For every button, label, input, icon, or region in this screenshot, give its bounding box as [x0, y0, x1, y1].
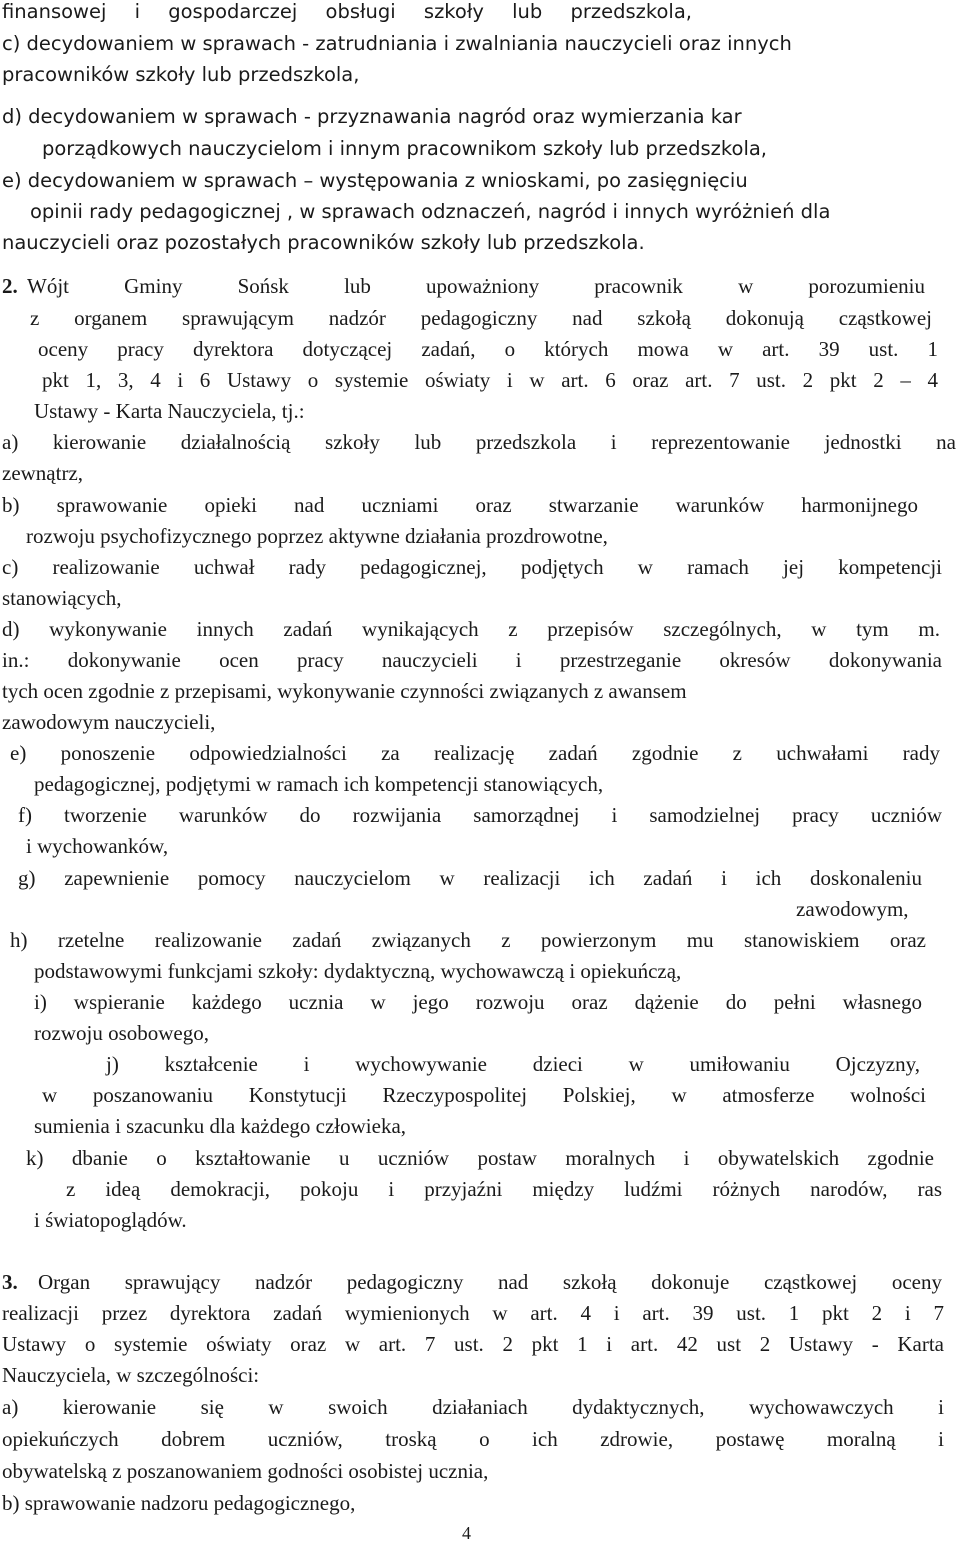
text-line: Wójt Gminy Sońsk lub upoważniony pracownik w porozumieniu [27, 274, 925, 298]
text-line: nauczycieli oraz pozostałych pracowników szkoły lub przedszkola. [2, 231, 645, 254]
page-number: 4 [462, 1523, 471, 1543]
text-line: opiekuńczych dobrem uczniów, troską o ich zdrowie, postawę moralną i [2, 1427, 944, 1451]
text-line: realizacji przez dyrektora zadań wymienionych w art. 4 i art. 39 ust. 1 pkt 2 i 7 [2, 1301, 944, 1325]
text-line: g) zapewnienie pomocy nauczycielom w realizacji ich zadań i ich doskonaleniu [18, 866, 922, 890]
text-line: d) decydowaniem w sprawach - przyznawania nagród oraz wymierzania kar [2, 105, 742, 128]
text-line: zewnątrz, [2, 461, 84, 485]
text-line: opinii rady pedagogicznej , w sprawach odznaczeń, nagród i innych wyróżnień dla [30, 200, 831, 223]
text-line: f) tworzenie warunków do rozwijania samorządnej i samodzielnej pracy uczniów [18, 803, 942, 827]
text-line: Organ sprawujący nadzór pedagogiczny nad szkołą dokonuje cząstkowej oceny [38, 1270, 942, 1294]
text-line: zawodowym nauczycieli, [2, 710, 216, 734]
text-line: in.: dokonywanie ocen pracy nauczycieli i przestrzeganie okresów dokonywania [2, 648, 942, 672]
text-line: pedagogicznej, podjętymi w ramach ich kompetencji stanowiących, [34, 772, 604, 796]
section-number: 2. [2, 274, 18, 298]
section-number: 3. [2, 1270, 18, 1294]
text-line: stanowiących, [2, 586, 122, 610]
text-line: podstawowymi funkcjami szkoły: dydaktyczną, wychowawczą i opiekuńczą, [34, 959, 682, 983]
text-line: h) rzetelne realizowanie zadań związanych z powierzonym mu stanowiskiem oraz [10, 928, 926, 952]
text-line: rozwoju psychofizycznego poprzez aktywne działania prozdrowotne, [26, 524, 608, 548]
text-line: i wychowanków, [26, 834, 169, 858]
text-line: pkt 1, 3, 4 i 6 Ustawy o systemie oświaty i w art. 6 oraz art. 7 ust. 2 pkt 2 – 4 [42, 368, 938, 392]
text-line: w poszanowaniu Konstytucji Rzeczypospolitej Polskiej, w atmosferze wolności [42, 1083, 926, 1107]
text-line: obywatelską z poszanowaniem godności osobistej ucznia, [2, 1459, 489, 1483]
text-line: e) ponoszenie odpowiedzialności za realizację zadań zgodnie z uchwałami rady [10, 741, 940, 765]
text-line: d) wykonywanie innych zadań wynikających z przepisów szczególnych, w tym m. [2, 617, 940, 641]
text-line: z organem sprawującym nadzór pedagogiczny nad szkołą dokonują cząstkowej [30, 306, 932, 330]
text-line: b) sprawowanie opieki nad uczniami oraz stwarzanie warunków harmonijnego [2, 493, 918, 517]
text-line: oceny pracy dyrektora dotyczącej zadań, o których mowa w art. 39 ust. 1 [38, 337, 938, 361]
text-line: rozwoju osobowego, [34, 1021, 209, 1045]
text-line: sumienia i szacunku dla każdego człowieka, [34, 1114, 407, 1138]
text-line: Nauczyciela, w szczególności: [2, 1363, 260, 1387]
text-line: Ustawy - Karta Nauczyciela, tj.: [34, 399, 305, 423]
text-line: finansowej i gospodarczej obsługi szkoły lub przedszkola, [2, 0, 692, 23]
text-line: pracowników szkoły lub przedszkola, [2, 63, 360, 86]
text-line: k) dbanie o kształtowanie u uczniów postaw moralnych i obywatelskich zgodnie [26, 1146, 934, 1170]
text-line: porządkowych nauczycielom i innym pracownikom szkoły lub przedszkola, [42, 137, 768, 160]
text-line: tych ocen zgodnie z przepisami, wykonywanie czynności związanych z awansem [2, 679, 687, 703]
text-line: c) decydowaniem w sprawach - zatrudniania i zwalniania nauczycieli oraz innych [2, 32, 792, 55]
text-line: b) sprawowanie nadzoru pedagogicznego, [2, 1491, 356, 1515]
text-line: a) kierowanie się w swoich działaniach dydaktycznych, wychowawczych i [2, 1395, 944, 1419]
text-line: z ideą demokracji, pokoju i przyjaźni między ludźmi różnych narodów, ras [66, 1177, 942, 1201]
text-line: j) kształcenie i wychowywanie dzieci w umiłowaniu Ojczyzny, [106, 1052, 920, 1076]
text-line: zawodowym, [796, 897, 909, 921]
text-line: e) decydowaniem w sprawach – występowania z wnioskami, po zasięgnięciu [2, 169, 748, 192]
text-line: i światopoglądów. [34, 1208, 187, 1232]
text-line: Ustawy o systemie oświaty oraz w art. 7 ust. 2 pkt 1 i art. 42 ust 2 Ustawy - Karta [2, 1332, 944, 1356]
text-line: i) wspieranie każdego ucznia w jego rozwoju oraz dążenie do pełni własnego [34, 990, 922, 1014]
text-line: c) realizowanie uchwał rady pedagogicznej, podjętych w ramach jej kompetencji [2, 555, 942, 579]
text-line: a) kierowanie działalnością szkoły lub przedszkola i reprezentowanie jednostki na [2, 430, 956, 454]
